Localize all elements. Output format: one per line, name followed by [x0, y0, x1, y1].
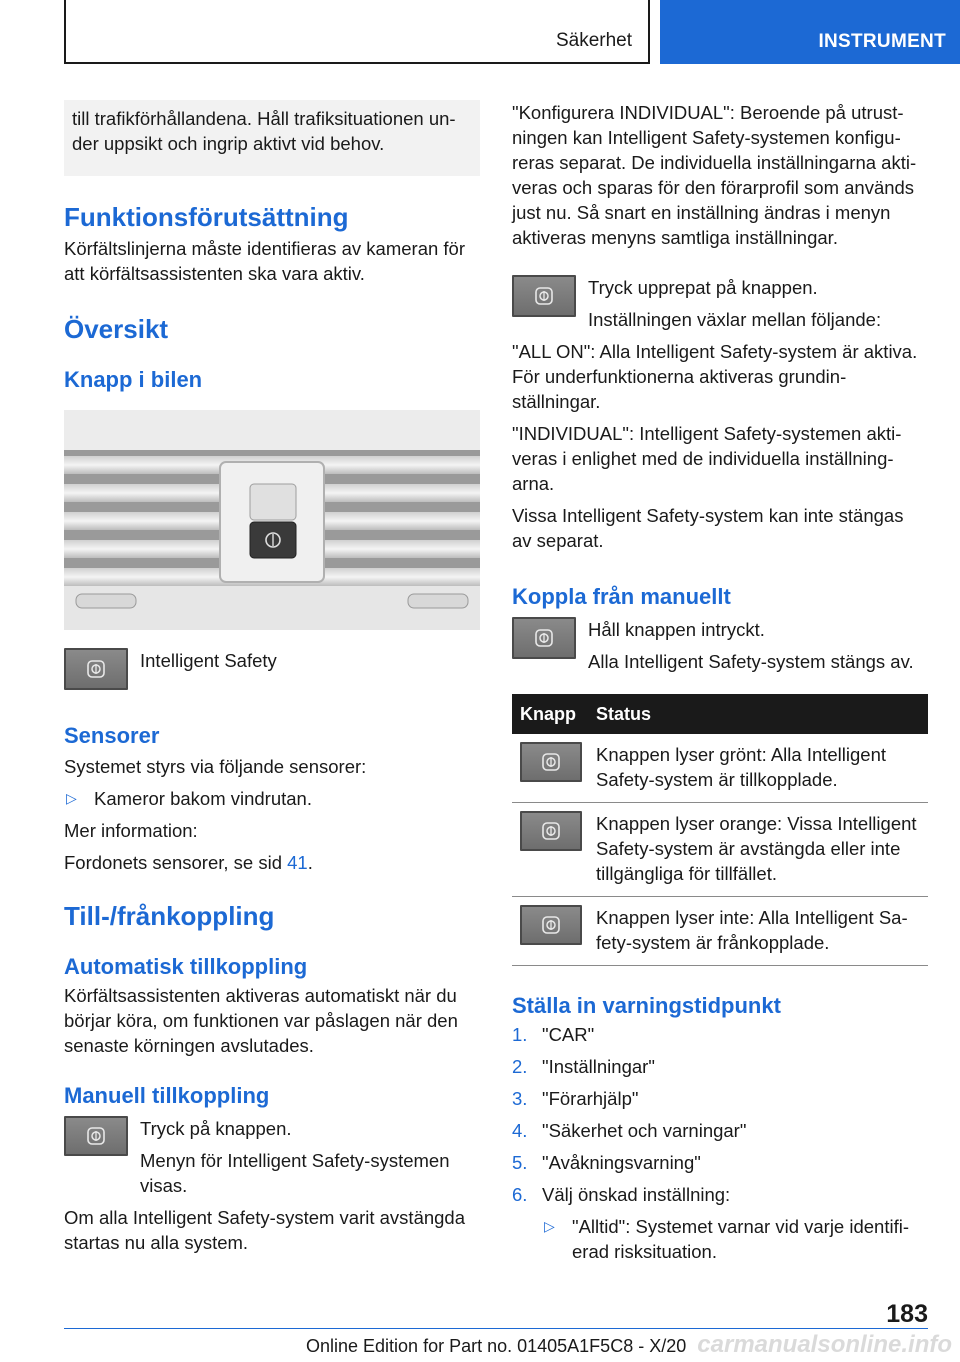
step-text: "CAR" [542, 1024, 595, 1045]
table-cell-icon [512, 897, 596, 966]
reference-suffix: . [307, 852, 313, 873]
footer-edition: Online Edition for Part no. 01405A1F5C8 - X/20 [306, 1336, 687, 1356]
page-reference-link[interactable]: 41 [287, 852, 308, 873]
list-item [512, 1214, 928, 1264]
header-chapter-label: INSTRUMENT [818, 31, 946, 52]
step-text: "Avåkningsvarning" [542, 1152, 701, 1173]
step-text: "Säkerhet och varningar" [542, 1120, 747, 1141]
heading-stalla-in: Ställa in varningstidpunkt [512, 993, 781, 1018]
reference-text: Fordonets sensorer, se sid [64, 852, 288, 873]
paragraph-sensorer: Systemet styrs via följande sensorer: [64, 756, 367, 777]
paragraph-konfigurera: "Konfigurera INDIVIDUAL": Beroende på utrustningen kan Intelligent Safety-systemen konfigureras separat. De individuella inställningarna aktiveras och sparas för den förarprofil som används just nu. Så snart en inställning ändras i menyn aktiveras menyns samtliga inställningar. [512, 102, 917, 248]
paragraph-all-on: "ALL ON": Alla Intelligent Safety-system är aktiva. För underfunktionerna aktiveras grundinställningar. [512, 341, 918, 412]
table-header-row [512, 694, 928, 734]
step-text: "Förarhjälp" [542, 1088, 639, 1109]
table-cell-icon [512, 734, 596, 803]
step-number: 1. [512, 1024, 528, 1045]
paragraph-mer-information: Mer information: [64, 820, 198, 841]
paragraph-om-alla: Om alla Intelligent Safety-system varit avstängda startas nu alla system. [64, 1207, 466, 1253]
button-caption: Intelligent Safety [140, 650, 277, 671]
heading-knapp-i-bilen: Knapp i bilen [64, 367, 203, 392]
step-text: Välj önskad inställning: [542, 1184, 731, 1205]
step-number: 5. [512, 1152, 528, 1173]
heading-oversikt: Översikt [64, 314, 169, 344]
list-item [512, 1118, 928, 1143]
step-number: 4. [512, 1120, 528, 1141]
heading-sensorer: Sensorer [64, 723, 160, 748]
intelligent-safety-icon [520, 742, 582, 782]
paragraph-tryck: Tryck på knappen. [140, 1118, 292, 1139]
vent-with-button-illustration [64, 410, 480, 630]
heading-till-frankoppling: Till-/frånkoppling [64, 901, 275, 931]
step-number: 3. [512, 1088, 528, 1109]
table-row [512, 803, 928, 897]
list-item [512, 1182, 928, 1207]
table-cell-status: Knappen lyser inte: Alla Intelligent Safety-system är frånkopplade. [596, 897, 928, 966]
heading-funktionsforutsattning: Funktionsförutsättning [64, 202, 349, 232]
table-cell-status: Knappen lyser grönt: Alla Intelligent Safety-system är tillkopplade. [596, 734, 928, 803]
manual-off-row [512, 617, 928, 674]
caution-note [64, 100, 480, 176]
heading-automatisk-tillkoppling: Automatisk tillkoppling [64, 954, 308, 979]
page-number: 183 [886, 1300, 928, 1328]
paragraph-automatisk: Körfältsassistenten aktiveras automatiskt när du börjar köra, om funktionen var påslagen när den senaste körningen avslutades. [64, 985, 458, 1056]
button-caption-row [64, 648, 480, 690]
step-number: 2. [512, 1056, 528, 1077]
intelligent-safety-icon [512, 617, 576, 659]
list-item [512, 1054, 928, 1079]
list-item [512, 1086, 928, 1111]
triangle-bullet-icon: ▷ [544, 1218, 555, 1234]
list-item [512, 1150, 928, 1175]
left-column [64, 100, 480, 1255]
table-row [512, 734, 928, 803]
heading-manuell-tillkoppling: Manuell tillkoppling [64, 1083, 270, 1108]
paragraph-funktion: Körfältslinjerna måste identifieras av kameran för att körfältsassistenten ska vara aktiv. [64, 238, 466, 284]
status-table [512, 694, 928, 966]
intelligent-safety-icon [520, 905, 582, 945]
intelligent-safety-icon [64, 1116, 128, 1156]
paragraph-vissa: Vissa Intelligent Safety-system kan inte stängas av separat. [512, 505, 904, 551]
heading-koppla-fran: Koppla från manuellt [512, 584, 731, 609]
watermark: carmanualsonline.info [697, 1331, 952, 1358]
note-text: till trafikförhållandena. Håll trafiksituationen under uppsikt och ingrip aktivt vid behov. [72, 108, 456, 154]
table-cell-status: Knappen lyser orange: Vissa Intelligent Safety-system är avstängda eller inte tillgängliga för tillfället. [596, 803, 928, 897]
paragraph-alla-stangs: Alla Intelligent Safety-system stängs av. [588, 651, 914, 672]
intelligent-safety-icon [512, 275, 576, 317]
header-section-label: Säkerhet [555, 30, 632, 51]
paragraph-menyn: Menyn för Intelligent Safety-systemen visas. [140, 1150, 450, 1196]
triangle-bullet-icon: ▷ [66, 790, 77, 806]
paragraph-fordonets-sensorer [64, 850, 480, 875]
intelligent-safety-icon [64, 648, 128, 690]
header-chapter-tab [660, 0, 960, 64]
sub-bullet-text: "Alltid": Systemet varnar vid varje identifierad risksituation. [572, 1216, 910, 1262]
paragraph-hall: Håll knappen intryckt. [588, 619, 765, 640]
intelligent-safety-icon [520, 811, 582, 851]
header-section-box [64, 0, 650, 64]
list-item [512, 1022, 928, 1047]
paragraph-vaxlar: Inställningen växlar mellan följande: [588, 309, 882, 330]
paragraph-individual: "INDIVIDUAL": Intelligent Safety-systemen aktiveras i enlighet med de individuella inställningarna. [512, 423, 902, 494]
step-number: 6. [512, 1184, 528, 1205]
table-cell-icon [512, 803, 596, 897]
steps-list [512, 1022, 928, 1264]
button-photo [64, 410, 480, 630]
table-header-knapp: Knapp [512, 694, 596, 734]
table-header-status: Status [596, 694, 928, 734]
toggle-row [512, 275, 928, 332]
table-row [512, 897, 928, 966]
right-column [512, 100, 928, 1264]
paragraph-tryck-upprepat: Tryck upprepat på knappen. [588, 277, 818, 298]
list-item [64, 786, 480, 811]
list-item-text: Kameror bakom vindrutan. [94, 788, 312, 809]
step-text: "Inställningar" [542, 1056, 655, 1077]
